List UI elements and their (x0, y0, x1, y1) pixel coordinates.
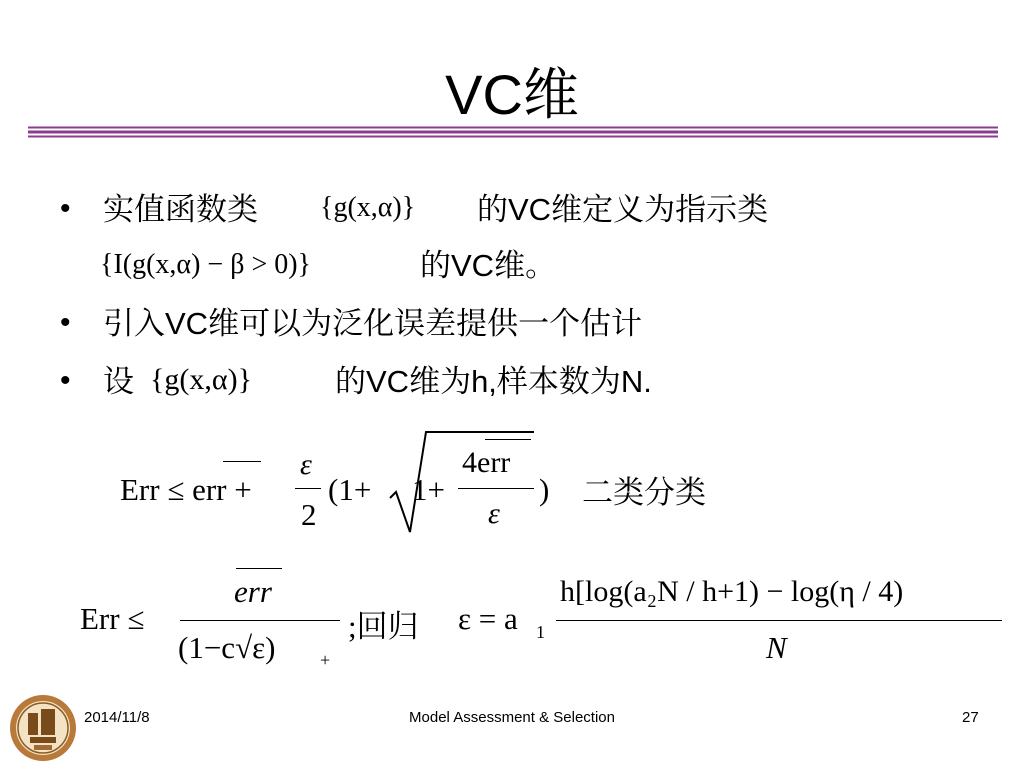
bullet-1-math-a: {g(x,α)} (320, 192, 416, 223)
bullet-1-math-b: {I(g(x,α) − β > 0)} (100, 249, 311, 280)
eq1-inner-num: 4err (462, 446, 511, 479)
footer-date: 2014/11/8 (84, 709, 150, 726)
eq2-sep: ;回归 (348, 609, 419, 644)
eq1-inner-den: ε (488, 497, 500, 530)
footer-course: Model Assessment & Selection (409, 709, 615, 726)
bullet-3-text-b: 的VC维为h,样本数为N. (335, 364, 652, 399)
eq2-eps-lhs: ε = a (458, 601, 518, 636)
eq2-rhs-den: N (766, 630, 787, 665)
eq2-lhs: Err ≤ (80, 601, 145, 636)
eq2-den-sub: + (320, 650, 331, 670)
bullet-marker: • (60, 306, 71, 339)
bullet-marker: • (60, 192, 71, 225)
eq1-frac-num: ε (300, 448, 312, 481)
bullet-1-text-b: 的VC维定义为指示类 (477, 192, 769, 227)
bullet-1-text-c: 的VC维。 (420, 248, 557, 283)
slide-title: VC维 (445, 63, 579, 126)
eq1-inner-overline (485, 439, 531, 440)
eq1-sqrt-sign (388, 428, 538, 538)
eq2-overline (236, 568, 282, 569)
eq1-inner-bar (458, 488, 534, 489)
eq1-lhs: Err ≤ err + (120, 472, 252, 507)
eq1-frac-bar (295, 488, 321, 489)
bullet-2-text: 引入VC维可以为泛化误差提供一个估计 (103, 306, 643, 341)
eq1-paren-open: (1+ (328, 472, 372, 507)
bullet-3-text-a: 设 (103, 364, 134, 399)
eq2-eps-sub: 1 (536, 622, 545, 642)
eq1-sqrt-pre: 1+ (412, 472, 445, 507)
bullet-1-text-a: 实值函数类 (103, 192, 258, 227)
bullet-3-math: {g(x,α)} (150, 363, 252, 396)
eq1-paren-close: ) (539, 472, 550, 507)
title-rule (28, 126, 998, 138)
eq1-label: 二类分类 (582, 475, 706, 510)
university-seal-logo (8, 693, 78, 763)
eq2-num: err (234, 574, 272, 609)
eq2-frac-bar (180, 620, 340, 621)
bullet-marker: • (60, 364, 71, 397)
eq2-rhs-num: h[log(a₂N / h+1) − log(η / 4) (560, 575, 904, 608)
eq2-rhs-bar (556, 620, 1002, 621)
eq2-den: (1−c√ε) (178, 630, 276, 665)
eq1-overline (223, 461, 261, 462)
eq1-frac-den: 2 (301, 497, 317, 532)
footer-page-number: 27 (962, 709, 979, 726)
